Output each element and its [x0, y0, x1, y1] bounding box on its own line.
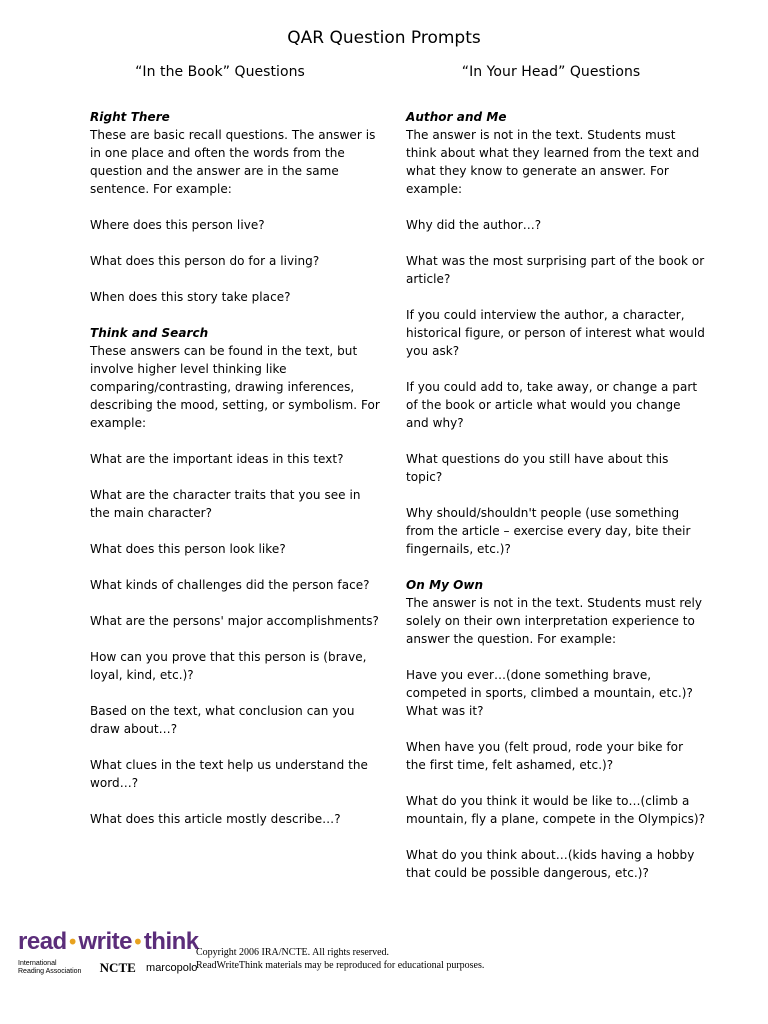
section-description: The answer is not in the text. Students must think about what they learned from the text and what they know to generate an answer. For example:	[406, 128, 700, 196]
ira-line-2: Reading Association	[18, 968, 82, 975]
section-author-and-me	[406, 108, 706, 558]
question-item: What are the persons' major accomplishments?	[90, 614, 379, 628]
copyright-notice	[196, 946, 484, 972]
ira-line-1: International	[18, 960, 57, 967]
page-title: QAR Question Prompts	[287, 28, 481, 48]
copyright-line-2: ReadWriteThink materials may be reproduced for educational purposes.	[196, 960, 485, 971]
logo-dot-icon: •	[132, 930, 144, 954]
question-item: What does this person look like?	[90, 542, 286, 556]
question-item: What was the most surprising part of the book or article?	[406, 254, 705, 286]
question-item: Why should/shouldn't people (use something from the article – exercise every day, bite their fingernails, etc.)?	[406, 506, 691, 556]
question-item: What do you think about…(kids having a hobby that could be possible dangerous, etc.)?	[406, 848, 695, 880]
question-item: Based on the text, what conclusion can you draw about…?	[90, 704, 355, 736]
section-title: On My Own	[406, 578, 484, 592]
column-heading: “In Your Head” Questions	[461, 64, 641, 80]
question-item: What does this person do for a living?	[90, 254, 320, 268]
in-your-head-column	[406, 62, 706, 882]
ncte-logo: NCTE	[99, 960, 136, 975]
marcopolo-logo: marcopolo	[146, 962, 198, 974]
section-right-there	[90, 108, 380, 306]
section-title: Author and Me	[406, 110, 507, 124]
section-description: These are basic recall questions. The answer is in one place and often the words from the question and the answer are in the same sentence. For example:	[90, 128, 376, 196]
question-item: Why did the author…?	[406, 218, 542, 232]
section-think-and-search	[90, 324, 380, 828]
question-item: Have you ever…(done something brave, competed in sports, climbed a mountain, etc.)? What was it?	[406, 668, 693, 718]
question-item: If you could add to, take away, or change a part of the book or article what would you change and why?	[406, 380, 698, 430]
question-item: When have you (felt proud, rode your bike for the first time, felt ashamed, etc.)?	[406, 740, 684, 772]
question-item: What kinds of challenges did the person face?	[90, 578, 370, 592]
copyright-line-1: Copyright 2006 IRA/NCTE. All rights reserved.	[196, 947, 390, 958]
footer	[18, 928, 758, 988]
logo-dot-icon: •	[66, 930, 79, 954]
question-item: When does this story take place?	[90, 290, 291, 304]
column-heading: “In the Book” Questions	[135, 64, 305, 80]
question-item: If you could interview the author, a character, historical figure, or person of interest what would you ask?	[406, 308, 705, 358]
section-title: Think and Search	[90, 326, 209, 340]
logo-word-think: think	[143, 928, 199, 955]
question-item: What are the character traits that you see in the main character?	[90, 488, 361, 520]
section-description: These answers can be found in the text, but involve higher level thinking like comparing/contrasting, drawing inferences, describing the mood, setting, or symbolism. For example:	[90, 344, 380, 430]
section-description: The answer is not in the text. Students must rely solely on their own interpretation experience to answer the question. For example:	[406, 596, 703, 646]
question-item: What questions do you still have about this topic?	[406, 452, 669, 484]
question-item: How can you prove that this person is (brave, loyal, kind, etc.)?	[90, 650, 367, 682]
logo-word-write: write	[78, 928, 133, 955]
question-item: What are the important ideas in this text?	[90, 452, 344, 466]
question-item: Where does this person live?	[90, 218, 265, 232]
question-item: What does this article mostly describe…?	[90, 812, 341, 826]
readwritethink-logo	[18, 928, 199, 956]
logo-word-read: read	[18, 928, 67, 955]
section-title: Right There	[90, 110, 170, 124]
question-item: What do you think it would be like to…(climb a mountain, fly a plane, compete in the Olympics)?	[406, 794, 706, 826]
section-on-my-own	[406, 576, 706, 882]
ira-logo	[18, 960, 89, 976]
partner-logos	[18, 960, 205, 976]
in-the-book-column	[90, 62, 380, 828]
question-item: What clues in the text help us understand the word…?	[90, 758, 368, 790]
